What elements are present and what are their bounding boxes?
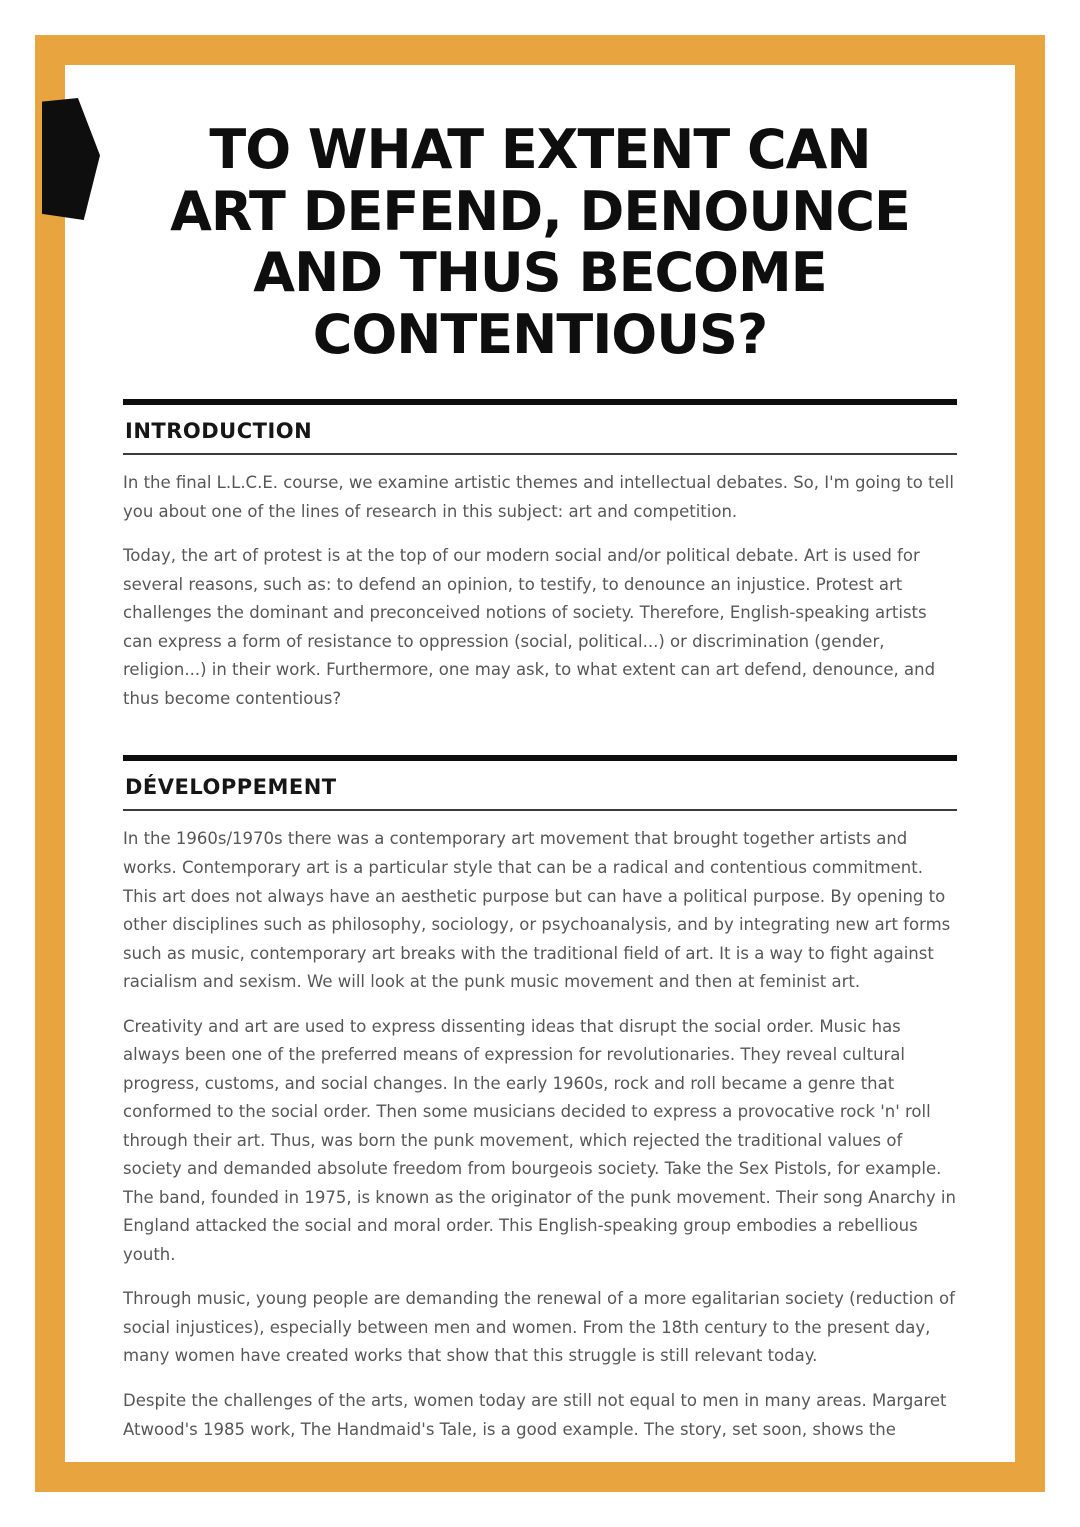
page-title-line: TO WHAT EXTENT CAN	[209, 118, 871, 181]
paragraph: Creativity and art are used to express dissenting ideas that disrupt the social order. Music has always been one of the preferred means of expression for revolutionaries. They reveal cultural progress, customs, and social changes. In the early 1960s, rock and roll became a genre that conformed to the social order. Then some musicians decided to express a provocative rock 'n' roll through their art. Thus, was born the punk movement, which rejected the traditional values of society and demanded absolute freedom from bourgeois society. Take the Sex Pistols, for example. The band, founded in 1975, is known as the originator of the punk movement. Their song Anarchy in England attacked the social and moral order. This English-speaking group embodies a rebellious youth.	[123, 1016, 956, 1264]
paragraph: Despite the challenges of the arts, women today are still not equal to men in many areas. Margaret Atwood's 1985 work, The Handmaid's Tale, is a good example. The story, set soon, shows the	[123, 1391, 947, 1439]
paragraph: Today, the art of protest is at the top of our modern social and/or political debate. Art is used for several reasons, such as: to defend an opinion, to testify, to denounce an injustice. Protest art challenges the dominant and preconceived notions of society. Therefore, English-speaking artists can express a form of resistance to oppression (social, political...) or discrimination (gender, religion...) in their work. Furthermore, one may ask, to what extent can art defend, denounce, and thus become contentious?	[123, 546, 936, 708]
page-title	[123, 119, 957, 365]
page-title-line: ART DEFEND, DENOUNCE	[170, 179, 910, 243]
section-heading-developpement: DÉVELOPPEMENT	[123, 773, 957, 811]
document-content	[65, 65, 1015, 1460]
page-title-line: CONTENTIOUS?	[312, 302, 768, 366]
paragraph: In the 1960s/1970s there was a contemporary art movement that brought together artists and works. Contemporary art is a particular style that can be a radical and contentious commitment. This art does not always have an aesthetic purpose but can have a political purpose. By opening to other disciplines such as philosophy, sociology, or psychoanalysis, and by integrating new art forms such as music, contemporary art breaks with the traditional field of art. It is a way to fight against racialism and sexism. We will look at the punk music movement and then at feminist art.	[123, 829, 951, 992]
section-heading-introduction: INTRODUCTION	[123, 417, 957, 455]
section-developpement	[123, 755, 957, 1444]
section-rule	[123, 755, 957, 761]
section-rule	[123, 399, 957, 405]
section-introduction	[123, 399, 957, 713]
page-title-line: AND THUS BECOME	[253, 241, 827, 305]
paragraph: Through music, young people are demanding the renewal of a more egalitarian society (reduction of social injustices), especially between men and women. From the 18th century to the present day, many women have created works that show that this struggle is still relevant today.	[123, 1289, 955, 1366]
paragraph: In the final L.L.C.E. course, we examine artistic themes and intellectual debates. So, I'm going to tell you about one of the lines of research in this subject: art and competition.	[123, 473, 954, 521]
